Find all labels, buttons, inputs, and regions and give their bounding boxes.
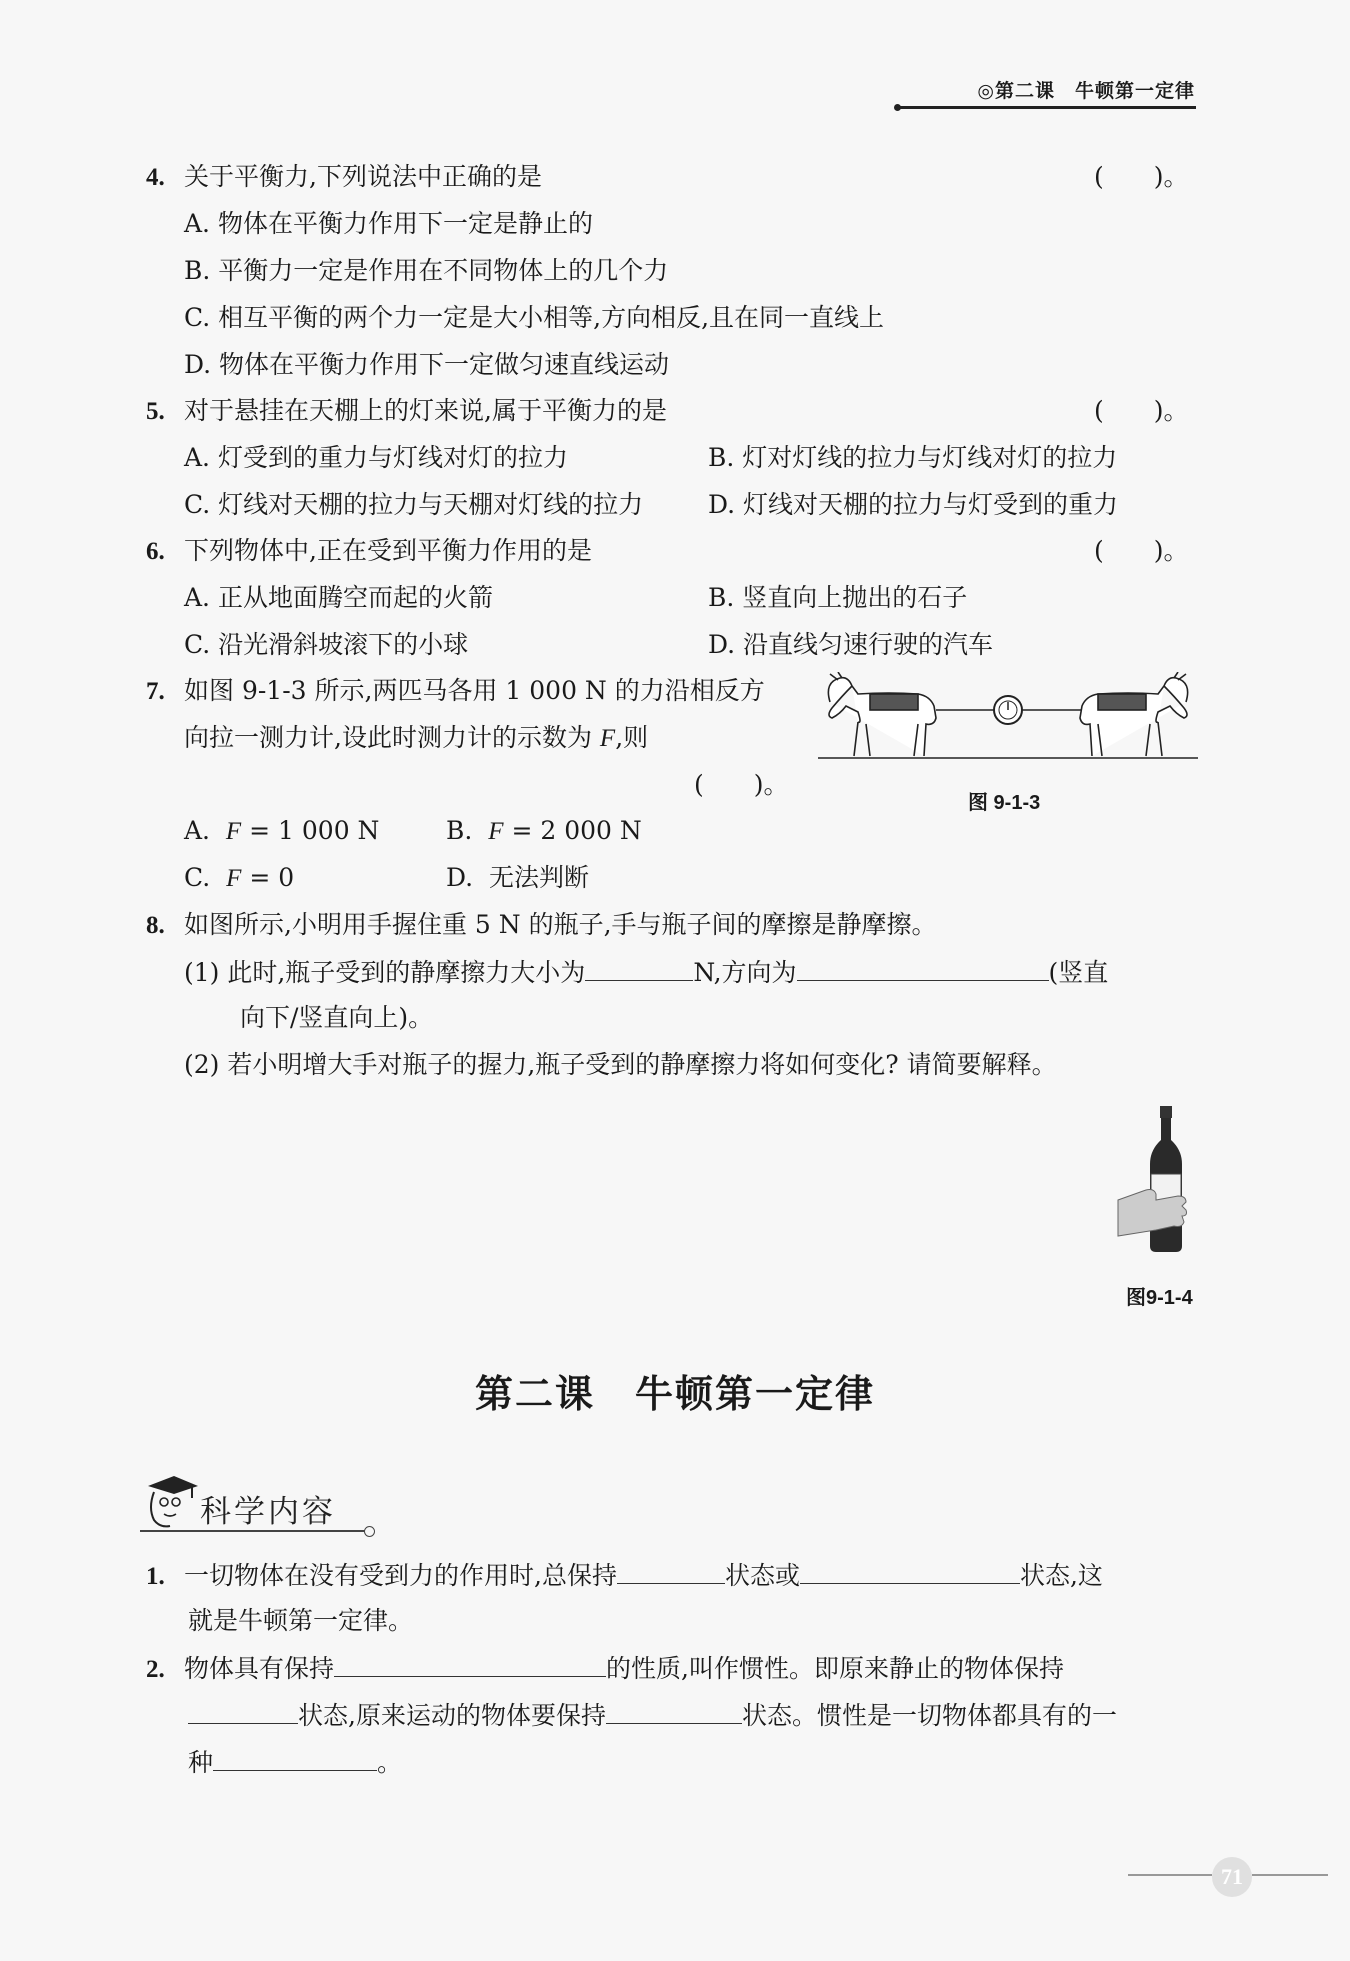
content-item-1: 1. 一切物体在没有受到力的作用时,总保持 状态或 状态,这	[146, 1557, 1103, 1594]
page-number-rule-left	[1128, 1874, 1212, 1876]
option-c: C. 沿光滑斜坡滚下的小球	[184, 630, 469, 659]
answer-paren: ( )。	[694, 770, 789, 799]
question-stem: 下列物体中,正在受到平衡力作用的是	[184, 536, 592, 565]
page-number: 71	[1212, 1857, 1252, 1897]
content-item-2-cont: 状态,原来运动的物体要保持 状态。惯性是一切物体都具有的一	[188, 1697, 1117, 1733]
sub-question-1: (1) 此时,瓶子受到的静摩擦力大小为 N,方向为 (竖直	[184, 954, 1108, 990]
question-6	[146, 534, 592, 569]
option-c: C. F = 0	[184, 863, 295, 892]
option-a: A. 物体在平衡力作用下一定是静止的	[184, 209, 593, 238]
question-stem: 对于悬挂在天棚上的灯来说,属于平衡力的是	[184, 396, 667, 425]
option-d: D. 沿直线匀速行驶的汽车	[708, 630, 994, 659]
answer-blank[interactable]	[800, 1557, 1020, 1584]
question-number: 4.	[146, 164, 165, 191]
option-c: C. 相互平衡的两个力一定是大小相等,方向相反,且在同一直线上	[184, 303, 885, 332]
sub-question-1-cont: 向下/竖直向上)。	[240, 1003, 434, 1032]
spring-scale-icon	[994, 695, 1022, 724]
question-4	[146, 160, 542, 195]
question-number: 6.	[146, 538, 165, 565]
answer-paren: ( )。	[1094, 162, 1189, 191]
sub-question-2: (2) 若小明增大手对瓶子的握力,瓶子受到的静摩擦力将如何变化? 请简要解释。	[184, 1050, 1057, 1079]
answer-blank[interactable]	[797, 954, 1049, 981]
left-horse-icon	[828, 672, 936, 756]
scientist-icon	[140, 1472, 200, 1532]
page-number-rule-right	[1252, 1874, 1328, 1876]
option-d: D. 物体在平衡力作用下一定做匀速直线运动	[184, 350, 670, 379]
answer-paren: ( )。	[1094, 396, 1189, 425]
figure-caption-9-1-4: 图9-1-4	[1126, 1287, 1193, 1309]
answer-blank[interactable]	[188, 1697, 298, 1724]
bottle-in-hand-figure	[1116, 1104, 1196, 1254]
item-number: 1.	[146, 1563, 165, 1590]
question-7	[146, 674, 765, 709]
option-c: C. 灯线对天棚的拉力与天棚对灯线的拉力	[184, 490, 644, 519]
lesson-title: 第二课 牛顿第一定律	[474, 1371, 875, 1416]
option-a: A. 灯受到的重力与灯线对灯的拉力	[184, 443, 568, 472]
header-rule	[898, 106, 1196, 109]
running-header: ◎第二课 牛顿第一定律	[977, 80, 1195, 102]
option-d: D. 无法判断	[446, 863, 590, 892]
question-stem: 关于平衡力,下列说法中正确的是	[184, 162, 542, 191]
item-number: 2.	[146, 1656, 165, 1683]
section-label: 科学内容	[200, 1494, 336, 1530]
content-item-1-cont: 就是牛顿第一定律。	[188, 1606, 414, 1635]
question-8	[146, 908, 937, 943]
question-stem-line1: 如图 9-1-3 所示,两匹马各用 1 000 N 的力沿相反方	[184, 676, 765, 705]
horses-pulling-figure	[818, 672, 1198, 764]
answer-blank[interactable]	[334, 1650, 606, 1677]
right-horse-icon	[1080, 672, 1188, 756]
answer-blank[interactable]	[213, 1744, 377, 1771]
figure-caption-9-1-3: 图 9-1-3	[968, 792, 1041, 814]
answer-blank[interactable]	[606, 1697, 742, 1724]
option-b: B. 平衡力一定是作用在不同物体上的几个力	[184, 256, 669, 285]
variable-f: F	[599, 725, 616, 752]
question-5	[146, 394, 667, 429]
option-a: A. 正从地面腾空而起的火箭	[184, 583, 493, 612]
answer-paren: ( )。	[1094, 536, 1189, 565]
content-item-2-cont2: 种 。	[188, 1744, 402, 1780]
option-d: D. 灯线对天棚的拉力与灯受到的重力	[708, 490, 1119, 519]
option-b: B. F = 2 000 N	[446, 816, 642, 845]
option-b: B. 竖直向上抛出的石子	[708, 583, 968, 612]
answer-blank[interactable]	[617, 1557, 725, 1584]
answer-blank[interactable]	[585, 954, 693, 981]
section-rule-dot	[364, 1526, 375, 1537]
question-number: 7.	[146, 678, 165, 705]
question-number: 5.	[146, 398, 165, 425]
option-b: B. 灯对灯线的拉力与灯线对灯的拉力	[708, 443, 1118, 472]
question-stem: 如图所示,小明用手握住重 5 N 的瓶子,手与瓶子间的摩擦是静摩擦。	[184, 910, 937, 939]
question-7-line2: 向拉一测力计,设此时测力计的示数为 F,则	[184, 723, 649, 752]
section-rule	[140, 1530, 366, 1532]
content-item-2: 2. 物体具有保持 的性质,叫作惯性。即原来静止的物体保持	[146, 1650, 1064, 1687]
question-number: 8.	[146, 912, 165, 939]
option-a: A. F = 1 000 N	[184, 816, 380, 845]
